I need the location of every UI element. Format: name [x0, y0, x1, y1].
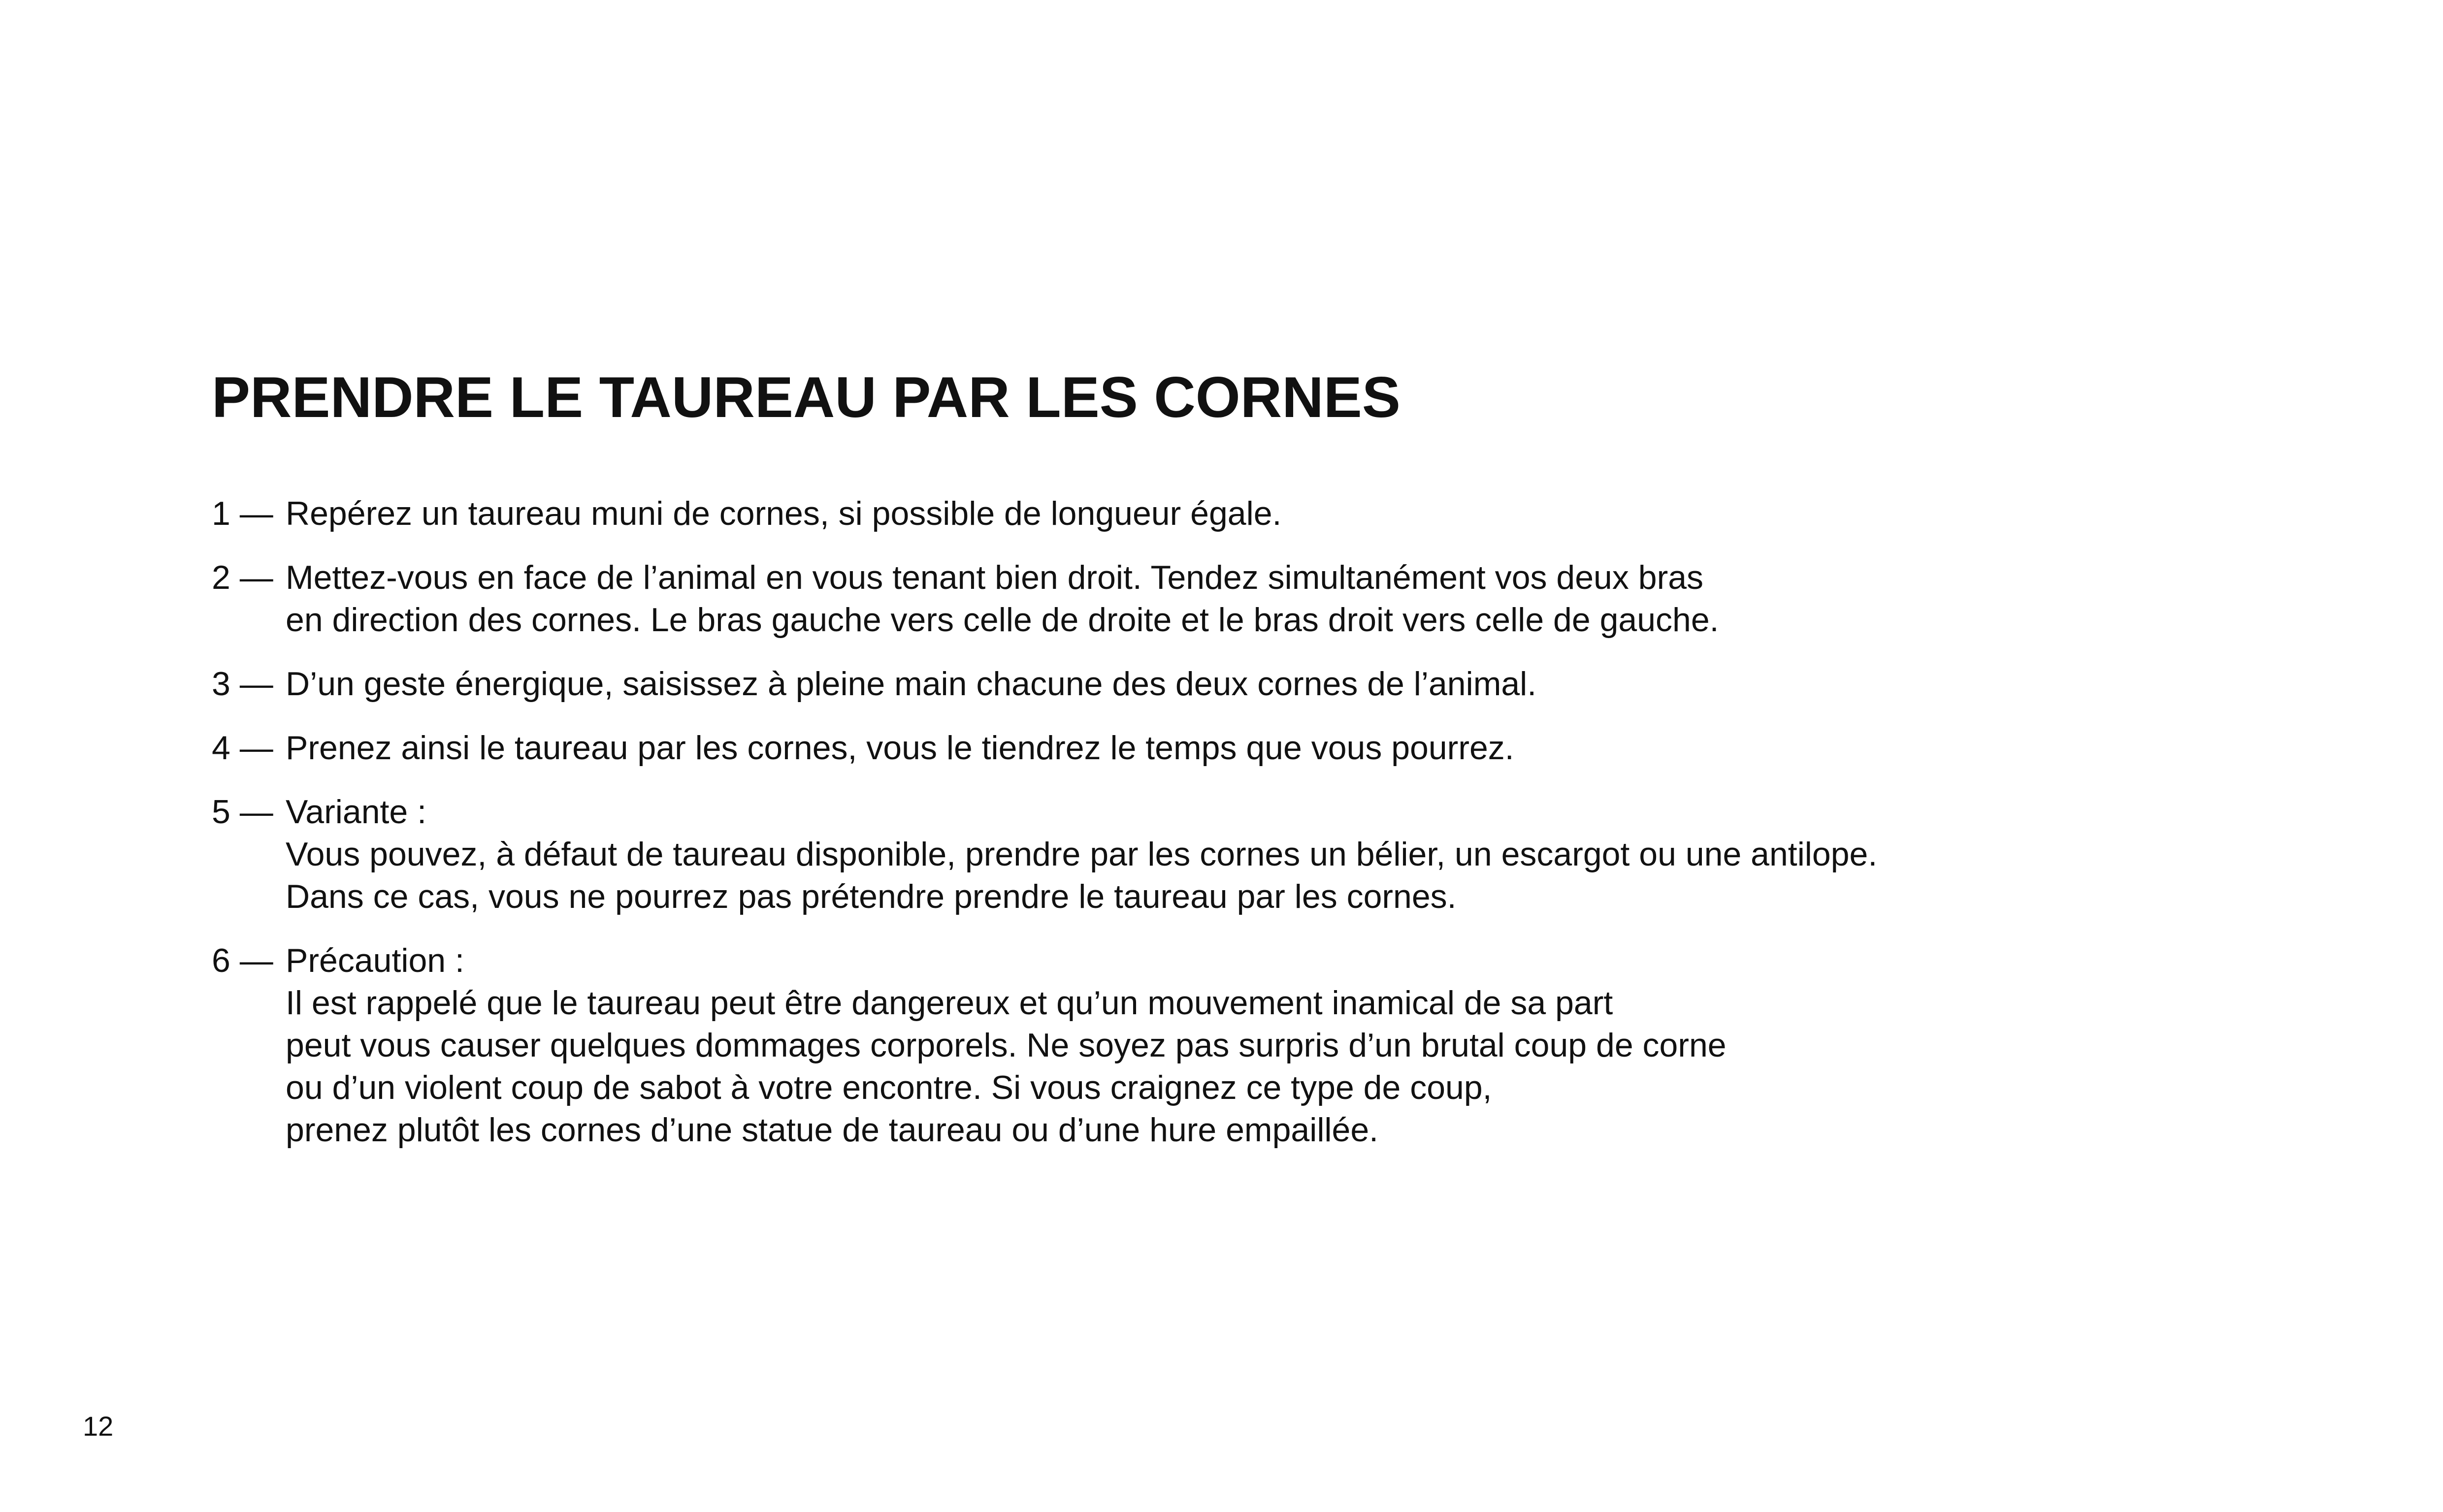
step-text-line: Vous pouvez, à défaut de taureau disponible, prendre par les cornes un bélier, un escargot ou une antilope.: [286, 836, 1878, 873]
step-text-line: Repérez un taureau muni de cornes, si possible de longueur égale.: [286, 495, 1282, 532]
steps-list: [212, 492, 2280, 1173]
step-number: 5 —: [212, 793, 273, 831]
page-title: PRENDRE LE TAUREAU PAR LES CORNES: [212, 365, 1401, 429]
step-2: [212, 556, 2280, 641]
page-number: 12: [83, 1411, 114, 1442]
step-text-line: Mettez-vous en face de l’animal en vous tenant bien droit. Tendez simultanément vos deux bras: [286, 559, 1704, 596]
step-number: 2 —: [212, 559, 273, 596]
step-text-line: Prenez ainsi le taureau par les cornes, vous le tiendrez le temps que vous pourrez.: [286, 729, 1514, 767]
step-number: 6 —: [212, 942, 273, 979]
step-number: 3 —: [212, 665, 273, 703]
step-1: [212, 492, 2280, 535]
step-4: [212, 727, 2280, 769]
step-heading: Variante :: [286, 793, 427, 831]
step-text-line: D’un geste énergique, saisissez à pleine main chacune des deux cornes de l’animal.: [286, 665, 1537, 703]
step-number: 4 —: [212, 729, 273, 767]
step-3: [212, 663, 2280, 705]
step-text-line: en direction des cornes. Le bras gauche vers celle de droite et le bras droit vers celle de gauche.: [286, 601, 1719, 639]
step-5: [212, 791, 2280, 918]
step-number: 1 —: [212, 495, 273, 532]
step-heading: Précaution :: [286, 942, 464, 979]
step-text-line: Dans ce cas, vous ne pourrez pas prétendre prendre le taureau par les cornes.: [286, 878, 1457, 915]
step-text-line: ou d’un violent coup de sabot à votre encontre. Si vous craignez ce type de coup,: [286, 1069, 1492, 1106]
step-text-line: peut vous causer quelques dommages corporels. Ne soyez pas surpris d’un brutal coup de corne: [286, 1027, 1726, 1064]
step-text-line: Il est rappelé que le taureau peut être dangereux et qu’un mouvement inamical de sa part: [286, 984, 1613, 1022]
step-text-line: prenez plutôt les cornes d’une statue de taureau ou d’une hure empaillée.: [286, 1111, 1379, 1149]
step-6: [212, 939, 2280, 1151]
